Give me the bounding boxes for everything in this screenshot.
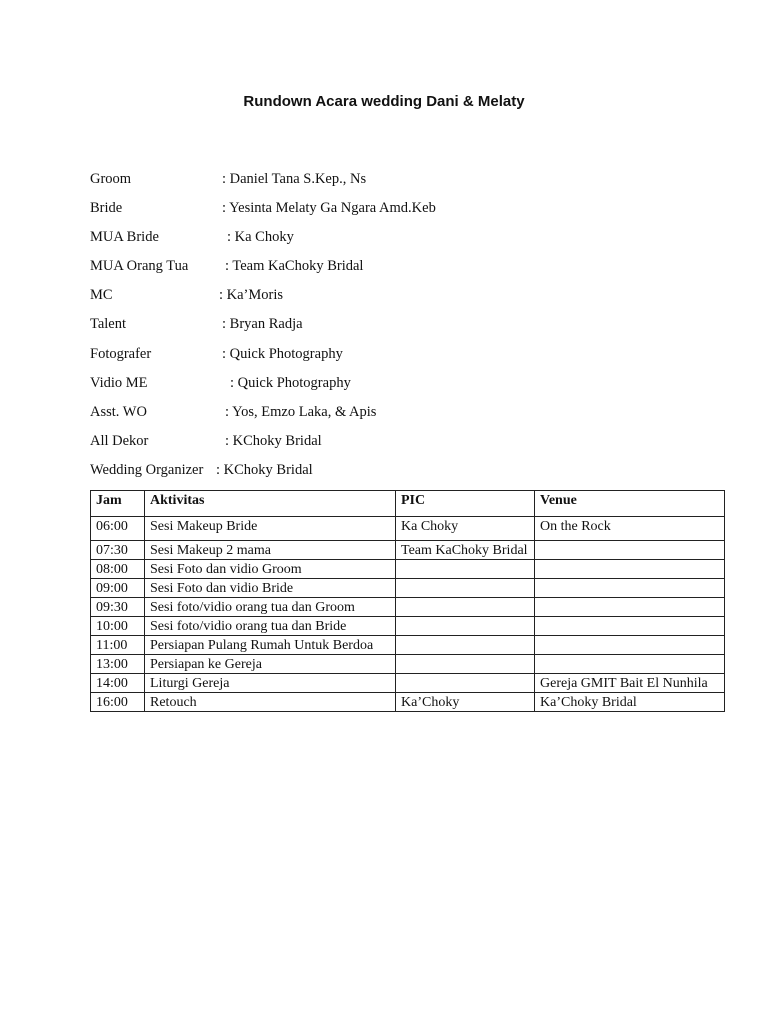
info-row-groom (90, 169, 730, 198)
info-label: All Dekor (90, 432, 149, 449)
cell-pic (396, 674, 535, 693)
cell-aktivitas: Liturgi Gereja (145, 674, 396, 693)
cell-jam: 10:00 (91, 617, 145, 636)
cell-pic (396, 560, 535, 579)
info-row-vidio-me (90, 373, 730, 402)
header-jam: Jam (91, 491, 145, 517)
table-row (91, 541, 725, 560)
cell-jam: 16:00 (91, 693, 145, 712)
info-row-asst-wo (90, 402, 730, 431)
cell-pic (396, 617, 535, 636)
table-row (91, 560, 725, 579)
cell-venue: Gereja GMIT Bait El Nunhila (535, 674, 725, 693)
cell-venue: Ka’Choky Bridal (535, 693, 725, 712)
cell-pic (396, 636, 535, 655)
cell-venue (535, 560, 725, 579)
cell-venue (535, 636, 725, 655)
cell-venue (535, 655, 725, 674)
cell-pic: Ka’Choky (396, 693, 535, 712)
info-label: Wedding Organizer (90, 461, 204, 478)
table-row (91, 598, 725, 617)
info-label: Fotografer (90, 345, 152, 362)
cell-jam: 09:30 (91, 598, 145, 617)
info-label: MUA Bride (90, 229, 159, 246)
info-row-mc (90, 285, 730, 314)
cell-jam: 14:00 (91, 674, 145, 693)
table-row (91, 579, 725, 598)
info-value: : Daniel Tana S.Kep., Ns (222, 171, 367, 187)
info-value: : Yos, Emzo Laka, & Apis (225, 403, 377, 420)
info-value: : KChoky Bridal (216, 461, 313, 478)
cell-aktivitas: Persiapan Pulang Rumah Untuk Berdoa (145, 636, 396, 655)
table-row (91, 693, 725, 712)
header-pic: PIC (396, 491, 535, 517)
cell-jam: 07:30 (91, 541, 145, 560)
cell-aktivitas: Sesi Foto dan vidio Groom (145, 560, 396, 579)
table-header-row (91, 491, 725, 517)
cell-pic: Ka Choky (396, 517, 535, 541)
cell-venue (535, 579, 725, 598)
cell-jam: 09:00 (91, 579, 145, 598)
info-value: : Bryan Radja (222, 316, 303, 333)
info-value: : Quick Photography (230, 374, 351, 391)
info-label: MUA Orang Tua (90, 258, 189, 275)
cell-venue (535, 598, 725, 617)
cell-pic (396, 655, 535, 674)
cell-aktivitas: Sesi Makeup 2 mama (145, 541, 396, 560)
cell-aktivitas: Retouch (145, 693, 396, 712)
table-row (91, 517, 725, 541)
table-row (91, 674, 725, 693)
info-value: : Ka Choky (227, 229, 294, 246)
cell-aktivitas: Sesi Foto dan vidio Bride (145, 579, 396, 598)
cell-pic (396, 598, 535, 617)
cell-venue: On the Rock (535, 517, 725, 541)
info-row-talent (90, 314, 730, 343)
cell-venue (535, 617, 725, 636)
cell-aktivitas: Sesi foto/vidio orang tua dan Bride (145, 617, 396, 636)
cell-aktivitas: Persiapan ke Gereja (145, 655, 396, 674)
info-label: Bride (90, 200, 123, 217)
cell-jam: 13:00 (91, 655, 145, 674)
info-row-fotografer (90, 344, 730, 373)
info-row-mua-orang-tua (90, 256, 730, 285)
info-label: Talent (90, 316, 127, 333)
cell-aktivitas: Sesi foto/vidio orang tua dan Groom (145, 598, 396, 617)
info-label: Vidio ME (90, 374, 148, 391)
info-value: : Quick Photography (222, 345, 343, 362)
cell-pic (396, 579, 535, 598)
info-value: : Ka’Moris (219, 287, 284, 304)
table-row (91, 655, 725, 674)
info-label: MC (90, 287, 113, 304)
cell-aktivitas: Sesi Makeup Bride (145, 517, 396, 541)
info-row-all-dekor (90, 431, 730, 460)
cell-pic: Team KaChoky Bridal (396, 541, 535, 560)
cell-jam: 06:00 (91, 517, 145, 541)
rundown-table (90, 490, 725, 712)
info-value: : Team KaChoky Bridal (225, 258, 364, 275)
header-venue: Venue (535, 491, 725, 517)
table-row (91, 636, 725, 655)
cell-venue (535, 541, 725, 560)
info-value: : Yesinta Melaty Ga Ngara Amd.Keb (222, 200, 436, 217)
info-row-mua-bride (90, 227, 730, 256)
info-row-wedding-organizer (90, 460, 730, 489)
document-title: Rundown Acara wedding Dani & Melaty (243, 93, 525, 110)
info-list (90, 169, 730, 489)
info-label: Asst. WO (90, 403, 147, 420)
info-row-bride (90, 198, 730, 227)
table-row (91, 617, 725, 636)
header-aktivitas: Aktivitas (145, 491, 396, 517)
info-value: : KChoky Bridal (225, 432, 322, 449)
info-label: Groom (90, 171, 132, 187)
cell-jam: 11:00 (91, 636, 145, 655)
cell-jam: 08:00 (91, 560, 145, 579)
